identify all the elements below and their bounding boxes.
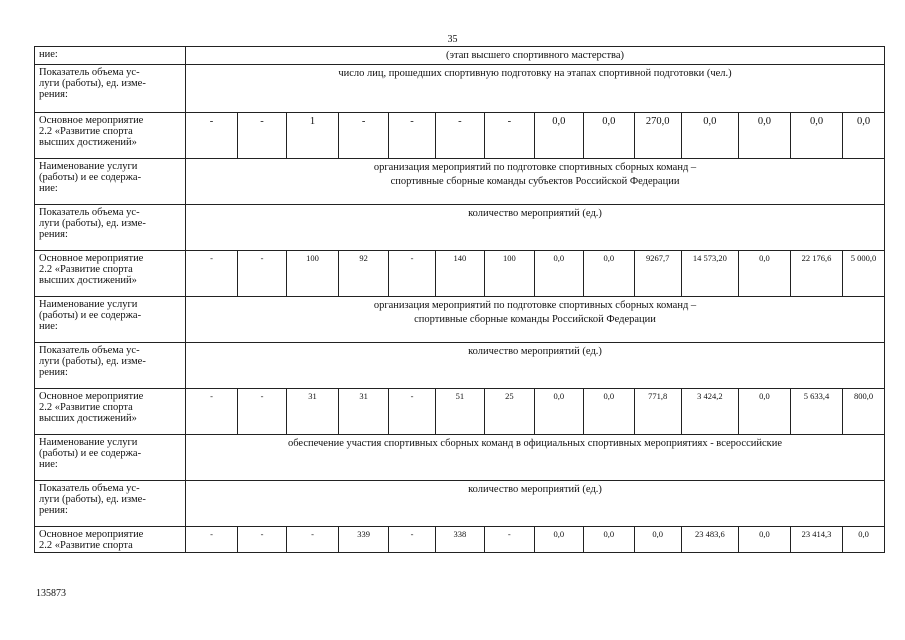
row-description: (этап высшего спортивного мастерства) [186, 47, 885, 65]
row-description: организация мероприятий по подготовке спортивных сборных команд – спортивные сборные команды Российской Федерации [186, 297, 885, 343]
value-cell: 23 483,6 [681, 527, 738, 553]
row-label: Показатель объема ус- луги (работы), ед. изме- рения: [35, 481, 186, 527]
table-row-description [35, 65, 885, 113]
value-cell: 31 [339, 389, 389, 435]
table-row-description [35, 435, 885, 481]
row-label: Основное мероприятие 2.2 «Развитие спорта высших достижений» [35, 113, 186, 159]
value-cell: - [389, 389, 436, 435]
table-row-values [35, 251, 885, 297]
value-cell: 0,0 [738, 251, 790, 297]
value-cell: 140 [435, 251, 484, 297]
table-row-values [35, 113, 885, 159]
value-cell: - [484, 527, 534, 553]
value-cell: 92 [339, 251, 389, 297]
value-cell: - [435, 113, 484, 159]
row-label: Показатель объема ус- луги (работы), ед. изме- рения: [35, 343, 186, 389]
value-cell: 5 633,4 [791, 389, 843, 435]
value-cell: 0,0 [738, 389, 790, 435]
table-row-description [35, 47, 885, 65]
row-description: количество мероприятий (ед.) [186, 205, 885, 251]
row-label: Основное мероприятие 2.2 «Развитие спорта [35, 527, 186, 553]
value-cell: 0,0 [583, 113, 634, 159]
row-label: Основное мероприятие 2.2 «Развитие спорта высших достижений» [35, 251, 186, 297]
value-cell: - [389, 527, 436, 553]
row-label: Наименование услуги (работы) и ее содержа- ние: [35, 297, 186, 343]
value-cell: 51 [435, 389, 484, 435]
value-cell: - [186, 527, 238, 553]
value-cell: - [389, 113, 436, 159]
value-cell: 0,0 [583, 251, 634, 297]
value-cell: - [186, 113, 238, 159]
document-code: 135873 [36, 588, 66, 599]
value-cell: - [186, 251, 238, 297]
value-cell: 0,0 [738, 113, 790, 159]
value-cell: 0,0 [534, 389, 583, 435]
table-row-description [35, 481, 885, 527]
value-cell: 0,0 [843, 113, 885, 159]
row-label: Наименование услуги (работы) и ее содержа- ние: [35, 435, 186, 481]
value-cell: - [484, 113, 534, 159]
value-cell: 5 000,0 [843, 251, 885, 297]
value-cell: 23 414,3 [791, 527, 843, 553]
value-cell: - [238, 113, 287, 159]
value-cell: - [238, 251, 287, 297]
value-cell: - [238, 527, 287, 553]
value-cell: 9267,7 [634, 251, 681, 297]
row-label: Наименование услуги (работы) и ее содержа- ние: [35, 159, 186, 205]
value-cell: 800,0 [843, 389, 885, 435]
row-description: организация мероприятий по подготовке спортивных сборных команд – спортивные сборные команды субъектов Российской Федерации [186, 159, 885, 205]
value-cell: 3 424,2 [681, 389, 738, 435]
value-cell: 14 573,20 [681, 251, 738, 297]
row-label: Показатель объема ус- луги (работы), ед. изме- рения: [35, 205, 186, 251]
table-row-description [35, 297, 885, 343]
table-row-values [35, 527, 885, 553]
value-cell: 771,8 [634, 389, 681, 435]
row-label: Основное мероприятие 2.2 «Развитие спорта высших достижений» [35, 389, 186, 435]
value-cell: 25 [484, 389, 534, 435]
value-cell: 0,0 [534, 251, 583, 297]
row-description: число лиц, прошедших спортивную подготовку на этапах спортивной подготовки (чел.) [186, 65, 885, 113]
value-cell: 0,0 [583, 389, 634, 435]
value-cell: - [339, 113, 389, 159]
value-cell: 0,0 [738, 527, 790, 553]
row-description: обеспечение участия спортивных сборных команд в официальных спортивных мероприятиях - всероссийские [186, 435, 885, 481]
value-cell: 0,0 [843, 527, 885, 553]
page-number: 35 [447, 34, 458, 45]
value-cell: 100 [484, 251, 534, 297]
value-cell: 270,0 [634, 113, 681, 159]
table-row-values [35, 389, 885, 435]
value-cell: - [287, 527, 339, 553]
row-label: Показатель объема ус- луги (работы), ед. изме- рения: [35, 65, 186, 113]
table-row-description [35, 205, 885, 251]
row-label: ние: [35, 47, 186, 65]
value-cell: 1 [287, 113, 339, 159]
program-table [34, 46, 885, 553]
value-cell: 339 [339, 527, 389, 553]
value-cell: 0,0 [534, 113, 583, 159]
value-cell: 0,0 [634, 527, 681, 553]
table-row-description [35, 343, 885, 389]
value-cell: 0,0 [534, 527, 583, 553]
value-cell: 0,0 [681, 113, 738, 159]
row-description: количество мероприятий (ед.) [186, 481, 885, 527]
value-cell: - [238, 389, 287, 435]
value-cell: 0,0 [791, 113, 843, 159]
value-cell: 22 176,6 [791, 251, 843, 297]
value-cell: - [186, 389, 238, 435]
value-cell: 0,0 [583, 527, 634, 553]
value-cell: 100 [287, 251, 339, 297]
value-cell: 338 [435, 527, 484, 553]
row-description: количество мероприятий (ед.) [186, 343, 885, 389]
table-row-description [35, 159, 885, 205]
value-cell: - [389, 251, 436, 297]
value-cell: 31 [287, 389, 339, 435]
